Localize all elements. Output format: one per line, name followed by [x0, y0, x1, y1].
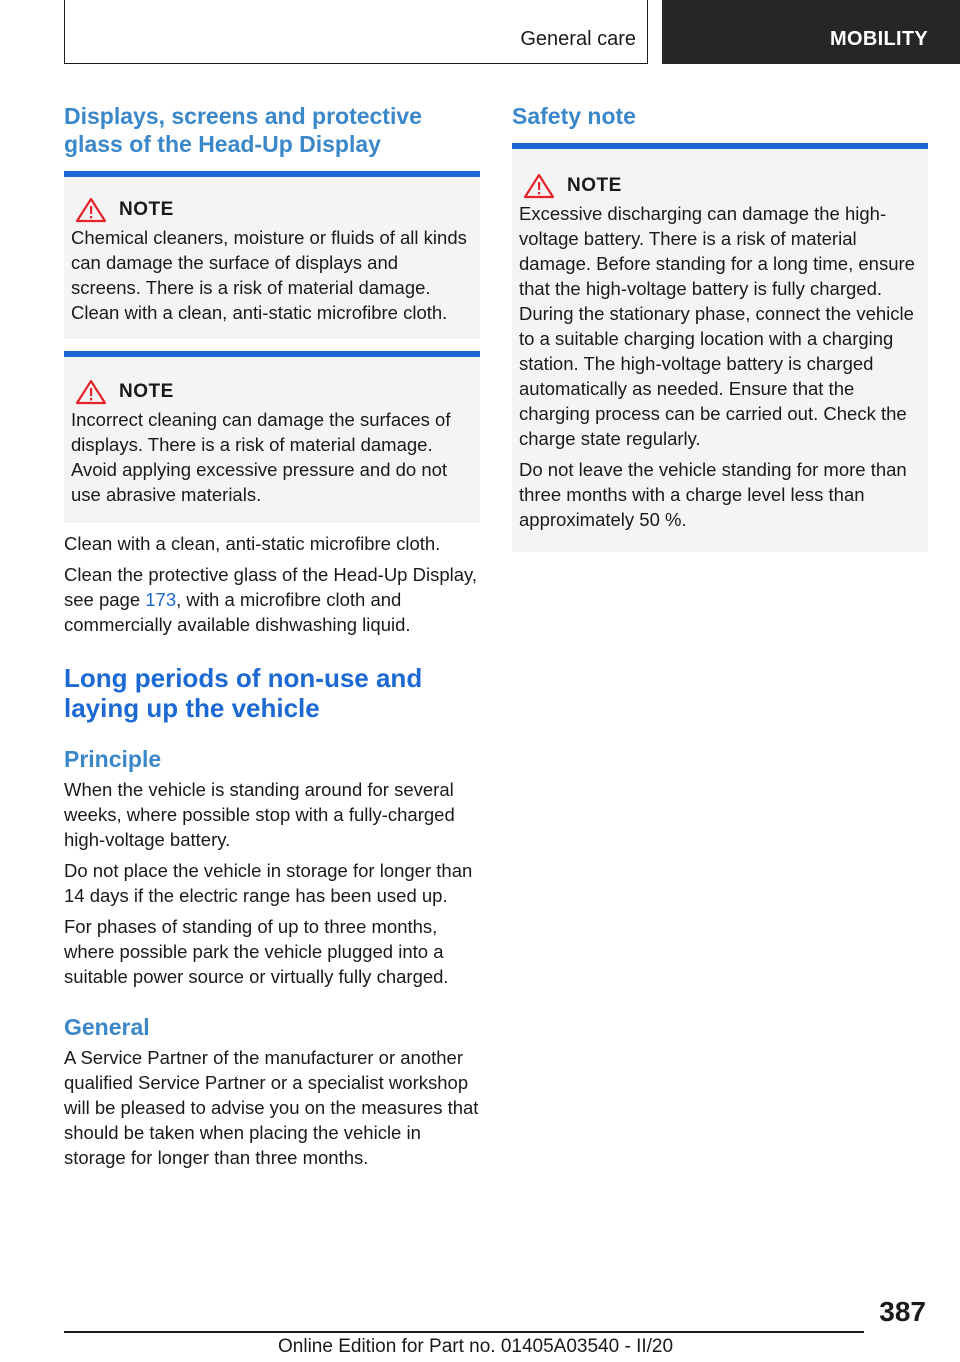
- edition-info: Online Edition for Part no. 01405A03540 - II/20: [278, 1336, 674, 1357]
- paragraph-text: Clean the protective glass of the Head-Up Display, see page: [64, 564, 478, 610]
- page-number: 387: [879, 1296, 926, 1327]
- displays-heading: Displays, screens and protective glass of the Head-Up Display: [64, 103, 422, 157]
- body-paragraph: Clean with a clean, anti-static microfibre cloth.: [64, 533, 441, 554]
- principle-heading: Principle: [64, 746, 162, 772]
- warning-triangle-icon: [523, 173, 555, 199]
- paragraph-text: , with a microfibre cloth and commercially available dishwashing liquid.: [64, 589, 411, 635]
- note-header: [71, 375, 472, 409]
- footer-rule: [64, 1331, 864, 1333]
- body-paragraph: When the vehicle is standing around for several weeks, where possible stop with a fully-charged high-voltage battery.: [64, 779, 455, 850]
- note-box: [64, 357, 480, 523]
- body-paragraph: Do not place the vehicle in storage for longer than 14 days if the electric range has been used up.: [64, 860, 473, 906]
- body-paragraph: A Service Partner of the manufacturer or another qualified Service Partner or a specialist workshop will be pleased to advise you on the measures that should be taken when placing the vehicle in storage for longer than three months.: [64, 1047, 479, 1168]
- note-text: Do not leave the vehicle standing for more than three months with a charge level less than approximately 50 %.: [519, 459, 907, 530]
- header-section-title: General care: [520, 28, 636, 50]
- header-chapter-label: MOBILITY: [830, 28, 928, 50]
- note-box: [64, 177, 480, 339]
- safety-note-heading: Safety note: [512, 103, 636, 129]
- body-paragraph: [64, 562, 480, 637]
- note-title: NOTE: [119, 199, 174, 220]
- header-chapter-tab: [662, 0, 960, 64]
- warning-triangle-icon: [75, 197, 107, 223]
- note-text: Incorrect cleaning can damage the surfaces of displays. There is a risk of material damage. Avoid applying excessive pressure and do not use abrasive materials.: [71, 409, 451, 505]
- right-column: [512, 100, 928, 552]
- note-header: [519, 169, 920, 203]
- note-header: [71, 193, 472, 227]
- note-title: NOTE: [119, 381, 174, 402]
- warning-triangle-icon: [75, 379, 107, 405]
- left-column: [64, 100, 480, 1170]
- note-text: Chemical cleaners, moisture or fluids of all kinds can damage the surface of displays and screens. There is a risk of material damage. Clean with a clean, anti-static microfibre cloth.: [71, 227, 467, 323]
- long-periods-heading: Long periods of non-use and laying up the vehicle: [64, 663, 423, 723]
- note-box: [512, 149, 928, 552]
- body-paragraph: For phases of standing of up to three months, where possible park the vehicle plugged into a suitable power source or virtually fully charged.: [64, 916, 449, 987]
- general-heading: General: [64, 1014, 150, 1040]
- note-title: NOTE: [567, 175, 622, 196]
- note-text: Excessive discharging can damage the high-voltage battery. There is a risk of material damage. Before standing for a long time, ensure that the high-voltage battery is fully charged. During the stationary phase, connect the vehicle to a suitable charging location with a charging station. The high-voltage battery is charged automatically as needed. Ensure that the charging process can be carried out. Check the charge state regularly.: [519, 203, 915, 449]
- page-reference-link[interactable]: 173: [145, 589, 177, 610]
